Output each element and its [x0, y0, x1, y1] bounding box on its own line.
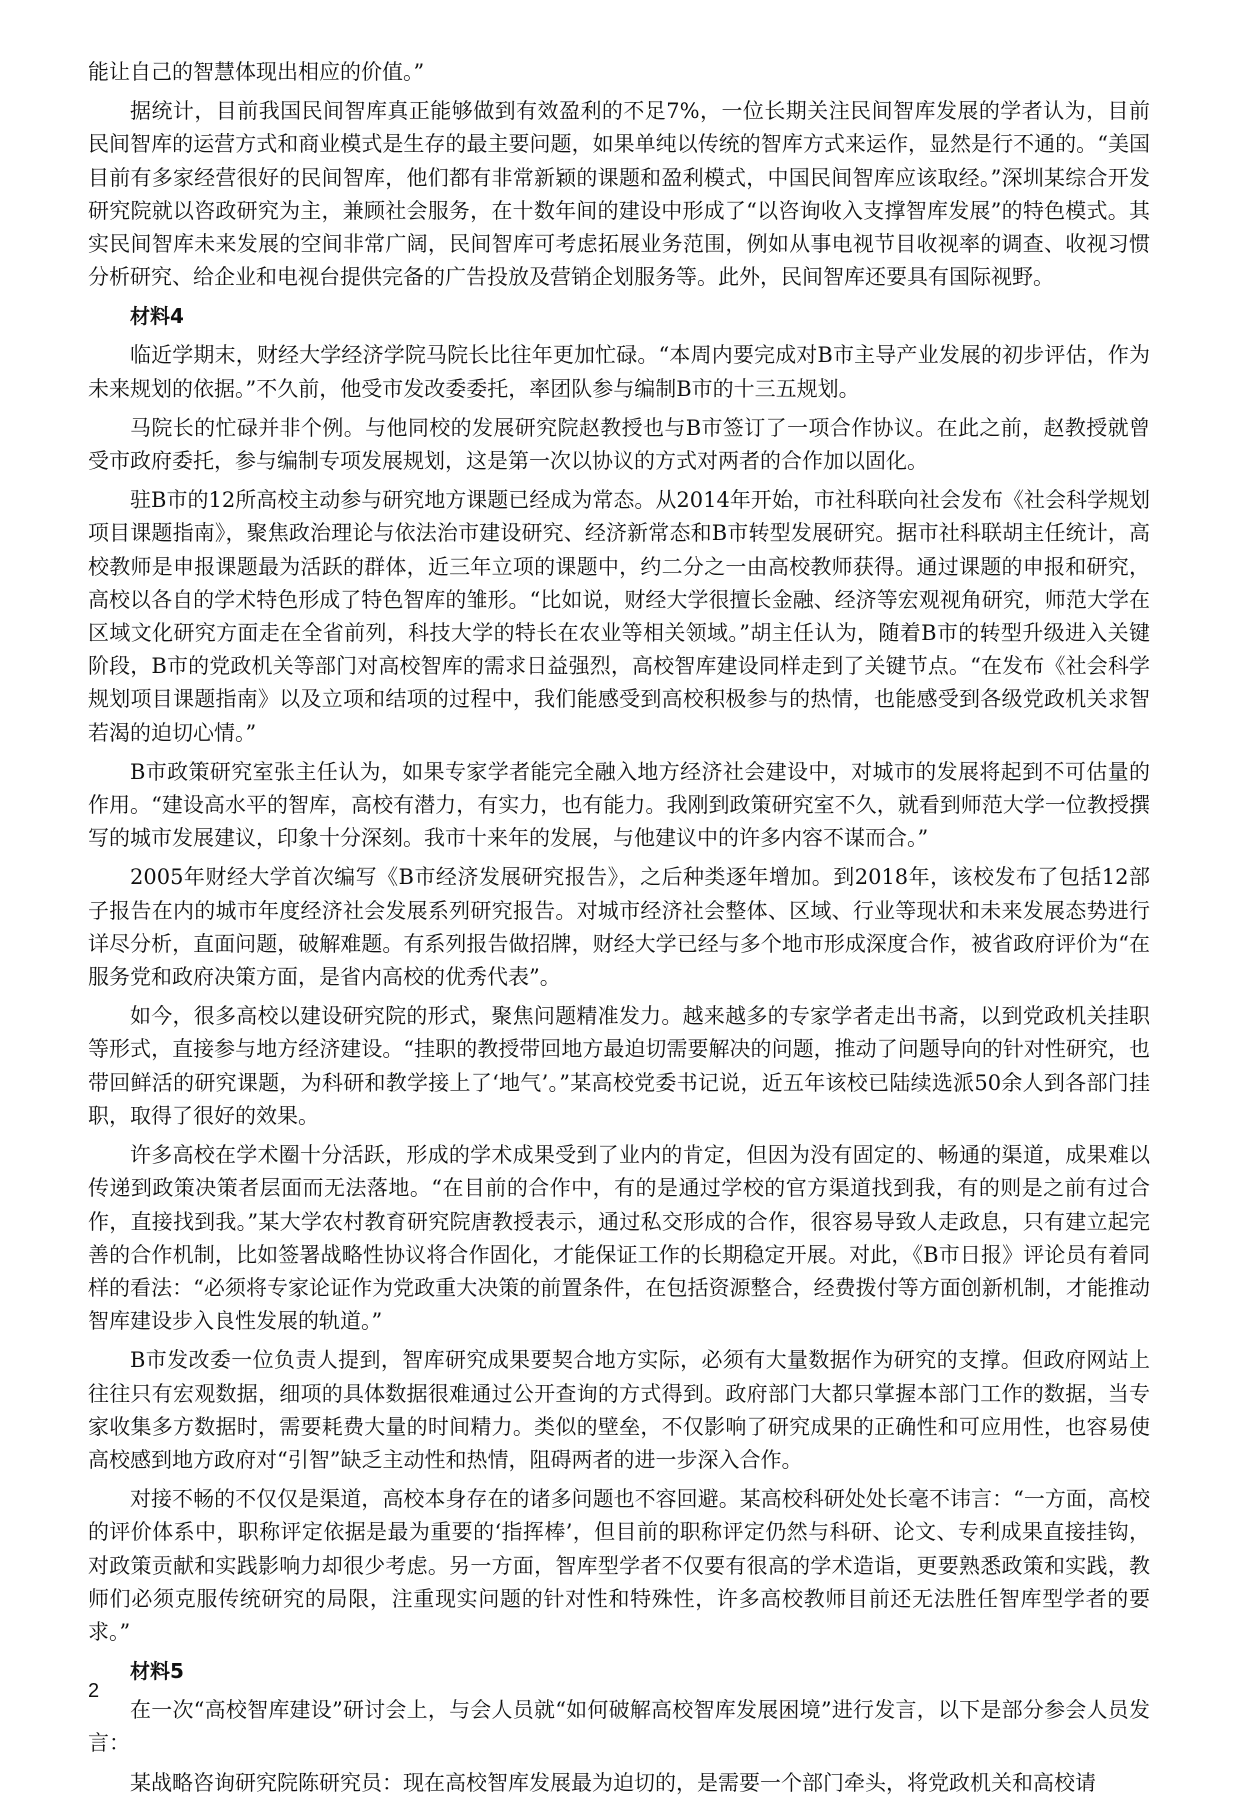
paragraph: 如今，很多高校以建设研究院的形式，聚焦问题精准发力。越来越多的专家学者走出书斋，以到党政机关挂职等形式，直接参与地方经济建设。“挂职的教授带回地方最迫切需要解决的问题，推动了问题导向的针对性研究，也带回鲜活的研究课题，为科研和教学接上了‘地气’。”某高校党委书记说，近五年该校已陆续选派50余人到各部门挂职，取得了很好的效果。	[88, 1004, 1150, 1128]
heading-material-4: 材料4	[130, 304, 184, 329]
paragraph: 许多高校在学术圈十分活跃，形成的学术成果受到了业内的肯定，但因为没有固定的、畅通的渠道，成果难以传递到政策决策者层面而无法落地。“在目前的合作中，有的是通过学校的官方渠道找到我，有的则是之前有过合作，直接找到我。”某大学农村教育研究院唐教授表示，通过私交形成的合作，很容易导致人走政息，只有建立起完善的合作机制，比如签署战略性协议将合作固化，才能保证工作的长期稳定开展。对此，《B市日报》评论员有着同样的看法：“必须将专家论证作为党政重大决策的前置条件，在包括资源整合，经费拨付等方面创新机制，才能推动智库建设步入良性发展的轨道。”	[88, 1143, 1150, 1334]
paragraph: 某战略咨询研究院陈研究员：现在高校智库发展最为迫切的，是需要一个部门牵头，将党政机关和高校请	[130, 1770, 1096, 1795]
page-number: 2	[88, 1680, 100, 1702]
paragraph: 临近学期末，财经大学经济学院马院长比往年更加忙碌。“本周内要完成对B市主导产业发展的初步评估，作为未来规划的依据。”不久前，他受市发改委委托，率团队参与编制B市的十三五规划。	[88, 343, 1150, 401]
heading-material-5: 材料5	[130, 1659, 184, 1684]
paragraph: 驻B市的12所高校主动参与研究地方课题已经成为常态。从2014年开始，市社科联向社会发布《社会科学规划项目课题指南》，聚焦政治理论与依法治市建设研究、经济新常态和B市转型发展研究。据市社科联胡主任统计，高校教师是申报课题最为活跃的群体，近三年立项的课题中，约二分之一由高校教师获得。通过课题的申报和研究，高校以各自的学术特色形成了特色智库的雏形。“比如说，财经大学很擅长金融、经济等宏观视角研究，师范大学在区域文化研究方面走在全省前列，科技大学的特长在农业等相关领域。”胡主任认为，随着B市的转型升级进入关键阶段，B市的党政机关等部门对高校智库的需求日益强烈，高校智库建设同样走到了关键节点。“在发布《社会科学规划项目课题指南》以及立项和结项的过程中，我们能感受到高校积极参与的热情，也能感受到各级党政机关求智若渴的迫切心情。”	[88, 488, 1150, 745]
paragraph-continuation: 能让自己的智慧体现出相应的价值。”	[88, 60, 425, 84]
document-body	[88, 56, 1150, 1806]
paragraph: B市政策研究室张主任认为，如果专家学者能完全融入地方经济社会建设中，对城市的发展将起到不可估量的作用。“建设高水平的智库，高校有潜力，有实力，也有能力。我刚到政策研究室不久，就看到师范大学一位教授撰写的城市发展建议，印象十分深刻。我市十来年的发展，与他建议中的许多内容不谋而合。”	[88, 759, 1150, 851]
paragraph: B市发改委一位负责人提到，智库研究成果要契合地方实际，必须有大量数据作为研究的支撑。但政府网站上往往只有宏观数据，细项的具体数据很难通过公开查询的方式得到。政府部门大都只掌握本部门工作的数据，当专家收集多方数据时，需要耗费大量的时间精力。类似的壁垒，不仅影响了研究成果的正确性和可应用性，也容易使高校感到地方政府对“引智”缺乏主动性和热情，阻碍两者的进一步深入合作。	[88, 1348, 1150, 1472]
paragraph: 在一次“高校智库建设”研讨会上，与会人员就“如何破解高校智库发展困境”进行发言，以下是部分参会人员发言：	[88, 1698, 1150, 1756]
paragraph: 2005年财经大学首次编写《B市经济发展研究报告》，之后种类逐年增加。到2018年，该校发布了包括12部子报告在内的城市年度经济社会发展系列研究报告。对城市经济社会整体、区域、行业等现状和未来发展态势进行详尽分析，直面问题，破解难题。有系列报告做招牌，财经大学已经与多个地市形成深度合作，被省政府评价为“在服务党和政府决策方面，是省内高校的优秀代表”。	[88, 865, 1150, 990]
paragraph-private-think-tank: 据统计，目前我国民间智库真正能够做到有效盈利的不足7%，一位长期关注民间智库发展的学者认为，目前民间智库的运营方式和商业模式是生存的最主要问题，如果单纯以传统的智库方式来运作，显然是行不通的。“美国目前有多家经营很好的民间智库，他们都有非常新颖的课题和盈利模式，中国民间智库应该取经。”深圳某综合开发研究院就以咨政研究为主，兼顾社会服务，在十数年间的建设中形成了“以咨询收入支撑智库发展”的特色模式。其实民间智库未来发展的空间非常广阔，民间智库可考虑拓展业务范围，例如从事电视节目收视率的调查、收视习惯分析研究、给企业和电视台提供完备的广告投放及营销企划服务等。此外，民间智库还要具有国际视野。	[88, 99, 1150, 290]
paragraph: 马院长的忙碌并非个例。与他同校的发展研究院赵教授也与B市签订了一项合作协议。在此之前，赵教授就曾受市政府委托，参与编制专项发展规划，这是第一次以协议的方式对两者的合作加以固化。	[88, 415, 1150, 474]
paragraph: 对接不畅的不仅仅是渠道，高校本身存在的诸多问题也不容回避。某高校科研处处长毫不讳言：“一方面，高校的评价体系中，职称评定依据是最为重要的‘指挥棒’，但目前的职称评定仍然与科研、论文、专利成果直接挂钩，对政策贡献和实践影响力却很少考虑。另一方面，智库型学者不仅要有很高的学术造诣，更要熟悉政策和实践，教师们必须克服传统研究的局限，注重现实问题的针对性和特殊性，许多高校教师目前还无法胜任智库型学者的要求。”	[88, 1487, 1150, 1644]
